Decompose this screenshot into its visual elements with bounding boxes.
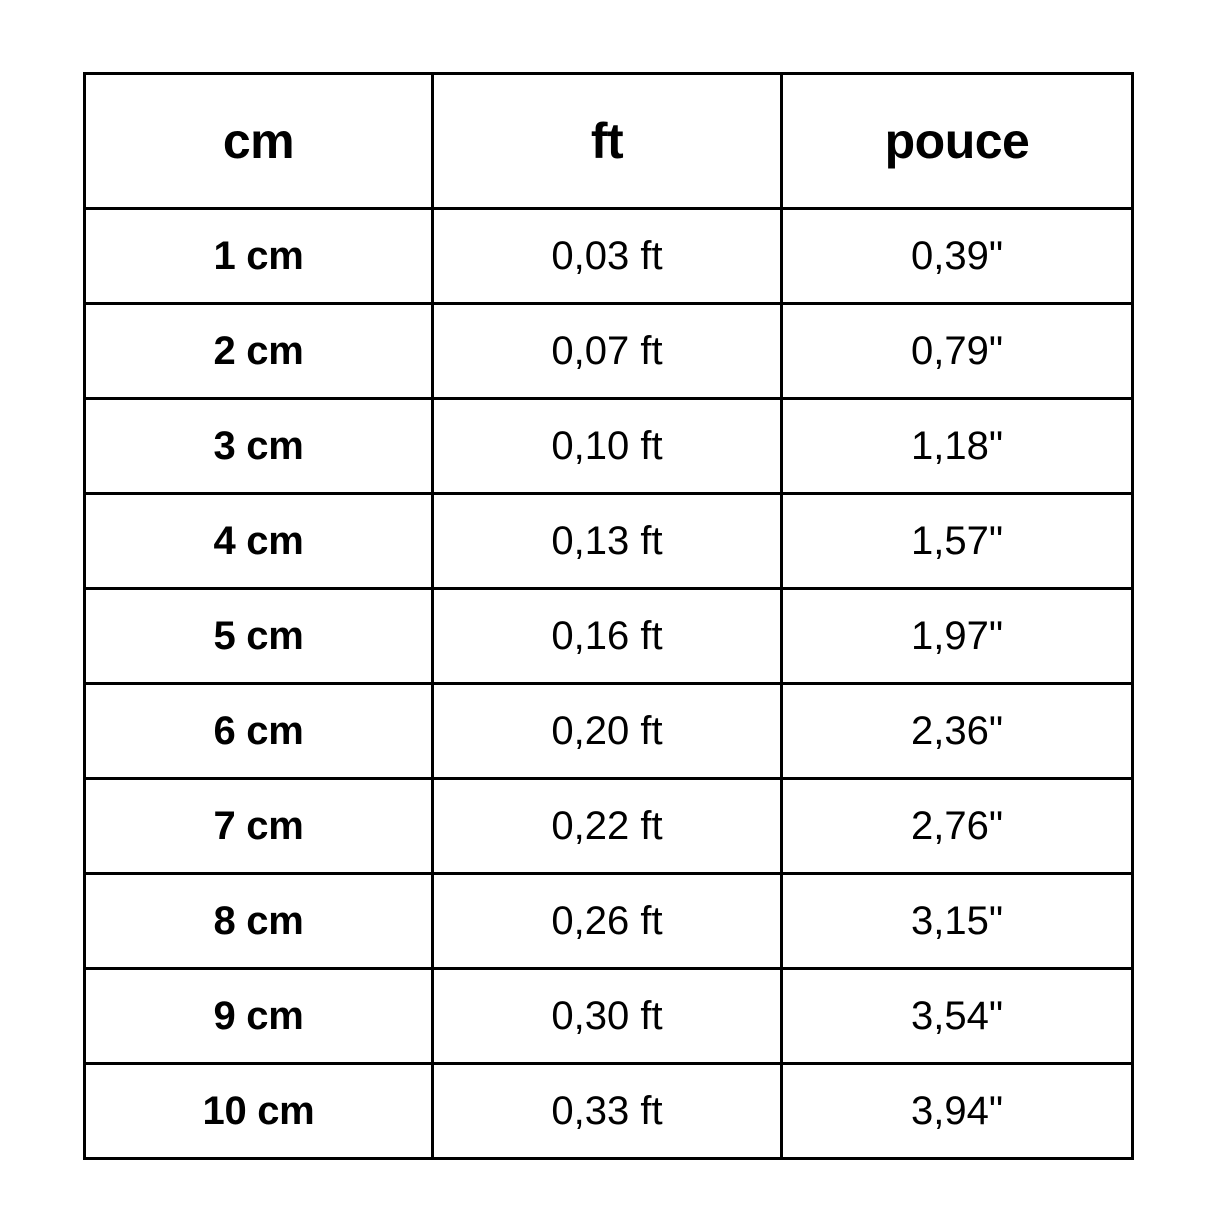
cell-ft: 0,33 ft xyxy=(433,1064,782,1159)
cell-pouce: 3,54" xyxy=(782,969,1133,1064)
table-row xyxy=(85,209,1133,304)
cell-cm: 9 cm xyxy=(85,969,433,1064)
cell-ft: 0,13 ft xyxy=(433,494,782,589)
cell-ft: 0,07 ft xyxy=(433,304,782,399)
cell-cm: 4 cm xyxy=(85,494,433,589)
cell-pouce: 2,76" xyxy=(782,779,1133,874)
cell-cm: 3 cm xyxy=(85,399,433,494)
cell-cm: 2 cm xyxy=(85,304,433,399)
column-header-ft: ft xyxy=(433,74,782,209)
cell-cm: 8 cm xyxy=(85,874,433,969)
cell-ft: 0,30 ft xyxy=(433,969,782,1064)
table-row xyxy=(85,589,1133,684)
table-header-row xyxy=(85,74,1133,209)
cell-pouce: 0,39" xyxy=(782,209,1133,304)
table-row xyxy=(85,779,1133,874)
cell-ft: 0,16 ft xyxy=(433,589,782,684)
cell-pouce: 3,15" xyxy=(782,874,1133,969)
cell-cm: 5 cm xyxy=(85,589,433,684)
cell-ft: 0,20 ft xyxy=(433,684,782,779)
table-row xyxy=(85,304,1133,399)
table-header xyxy=(85,74,1133,209)
table-row xyxy=(85,874,1133,969)
cell-ft: 0,03 ft xyxy=(433,209,782,304)
cell-cm: 7 cm xyxy=(85,779,433,874)
cell-pouce: 2,36" xyxy=(782,684,1133,779)
table-row xyxy=(85,1064,1133,1159)
cell-pouce: 1,57" xyxy=(782,494,1133,589)
cell-pouce: 3,94" xyxy=(782,1064,1133,1159)
table-row xyxy=(85,684,1133,779)
cell-pouce: 1,97" xyxy=(782,589,1133,684)
cell-ft: 0,26 ft xyxy=(433,874,782,969)
cell-cm: 10 cm xyxy=(85,1064,433,1159)
cell-cm: 6 cm xyxy=(85,684,433,779)
cell-pouce: 1,18" xyxy=(782,399,1133,494)
table-body xyxy=(85,209,1133,1159)
cell-ft: 0,22 ft xyxy=(433,779,782,874)
table-row xyxy=(85,969,1133,1064)
table-row xyxy=(85,399,1133,494)
cell-ft: 0,10 ft xyxy=(433,399,782,494)
column-header-pouce: pouce xyxy=(782,74,1133,209)
cell-pouce: 0,79" xyxy=(782,304,1133,399)
cell-cm: 1 cm xyxy=(85,209,433,304)
table-container xyxy=(83,72,1131,1142)
table-row xyxy=(85,494,1133,589)
cm-to-ft-inch-table xyxy=(83,72,1134,1160)
column-header-cm: cm xyxy=(85,74,433,209)
